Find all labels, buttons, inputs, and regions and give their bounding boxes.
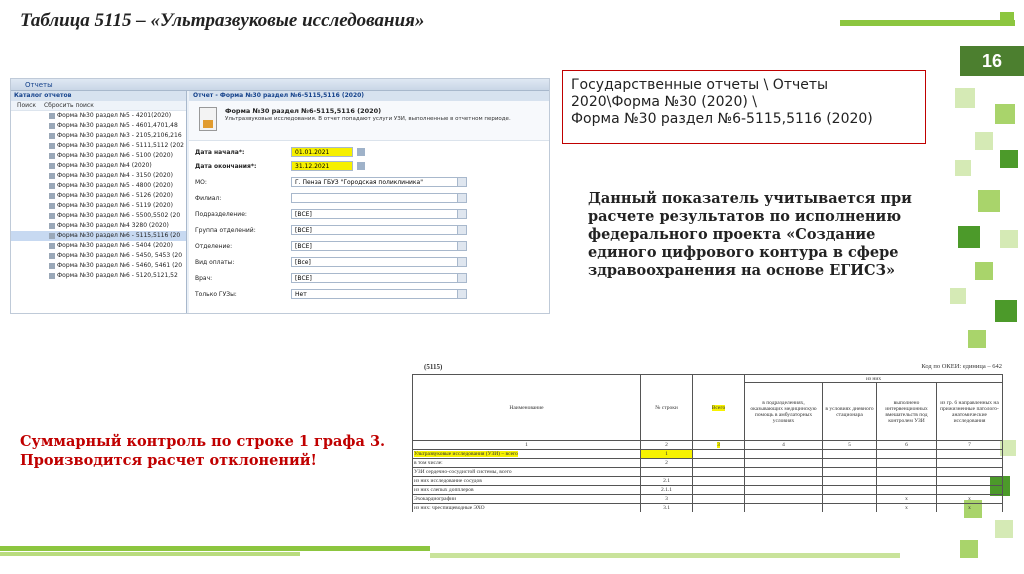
chevron-down-icon[interactable] xyxy=(457,274,466,282)
vrach-select[interactable] xyxy=(291,273,467,283)
decor-bar xyxy=(0,552,300,556)
row-name: УЗИ сердечно-сосудистой системы, всего xyxy=(413,468,641,477)
scanned-table-5115 xyxy=(412,362,1008,512)
col-num-1: 1 xyxy=(413,441,641,450)
form-info xyxy=(189,101,550,141)
control-note xyxy=(20,432,420,470)
header-row-number: № строки xyxy=(641,375,693,441)
chevron-down-icon[interactable] xyxy=(457,290,466,298)
oplata-value: [Все] xyxy=(295,259,311,266)
otd-label: Отделение: xyxy=(195,243,233,250)
catalog-title: Каталог отчетов xyxy=(11,91,186,101)
row-number: 2.1.1 xyxy=(641,486,693,495)
search-button[interactable]: Поиск xyxy=(17,102,37,109)
col-num-7: 7 xyxy=(937,441,1003,450)
x-mark: х xyxy=(877,504,937,513)
report-form-panel xyxy=(189,91,550,314)
tree-item[interactable]: Форма №30 раздел №4 - 3150 (2020) xyxy=(11,171,186,181)
calendar-icon[interactable] xyxy=(357,148,365,156)
tree-item[interactable]: Форма №30 раздел №3 - 2105,2106,216 xyxy=(11,131,186,141)
decor-bar xyxy=(0,546,430,551)
group-row xyxy=(195,225,545,236)
tree-item[interactable]: Форма №30 раздел №5 - 4201(2020) xyxy=(11,111,186,121)
mo-row xyxy=(195,177,545,188)
project-note: Данный показатель учитывается при расчете результатов по исполнению федерального проекта «Создание единого цифрового контура в сфере здравоохранения на основе ЕГИСЗ» xyxy=(588,190,912,279)
app-window-title: Отчеты xyxy=(11,79,549,91)
start-date-row xyxy=(195,147,545,158)
tree-item[interactable]: Форма №30 раздел №6 - 5500,5502 (20 xyxy=(11,211,186,221)
table-row xyxy=(413,477,1003,486)
catalog-toolbar xyxy=(11,101,186,111)
start-date-label: Дата начала*: xyxy=(195,149,245,156)
table-row xyxy=(413,441,1003,450)
row-number xyxy=(641,468,693,477)
header-total-label: Всего xyxy=(711,404,726,411)
table-row xyxy=(413,450,1003,459)
row-name-uzi: Ультразвуковые исследования (УЗИ) – всего xyxy=(414,451,518,457)
chevron-down-icon[interactable] xyxy=(457,178,466,186)
row-number: 3 xyxy=(641,495,693,504)
col-num-4: 4 xyxy=(745,441,823,450)
tree-item[interactable]: Форма №30 раздел №4 3280 (2020) xyxy=(11,221,186,231)
header-col5: в условиях дневного стационара xyxy=(823,383,877,441)
filial-row xyxy=(195,193,545,204)
start-date-input[interactable]: 01.01.2021 xyxy=(291,147,353,157)
guz-label: Только ГУЗы: xyxy=(195,291,237,298)
row-name: Эхокардиографии xyxy=(413,495,641,504)
group-select[interactable] xyxy=(291,225,467,235)
x-mark: х xyxy=(937,504,1003,513)
tree-item[interactable]: Форма №30 раздел №6 - 5111,5112 (202 xyxy=(11,141,186,151)
row-number: 3.1 xyxy=(641,504,693,513)
tree-item[interactable]: Форма №30 раздел №6 - 5404 (2020) xyxy=(11,241,186,251)
row-name xyxy=(413,450,641,459)
document-icon xyxy=(199,107,217,131)
row-name: из них слепых допплеров xyxy=(413,486,641,495)
header-name: Наименование xyxy=(413,375,641,441)
x-mark: х xyxy=(937,495,1003,504)
control-line-2: Производится расчет отклонений! xyxy=(20,452,317,469)
podr-row xyxy=(195,209,545,220)
x-mark: х xyxy=(877,495,937,504)
okei-code: Код по ОКЕИ: единица – 642 xyxy=(921,363,1002,370)
mo-value: Г. Пенза ГБУЗ "Городская поликлиника" xyxy=(295,179,423,186)
col-num-3 xyxy=(693,441,745,450)
app-screenshot xyxy=(10,78,550,314)
tree-item[interactable]: Форма №30 раздел №6 - 5120,5121,52 xyxy=(11,271,186,281)
header-col7: из гр. 6 направленных на прижизненные патолого-анатомические исследования xyxy=(937,383,1003,441)
tree-item[interactable]: Форма №30 раздел №6 - 5126 (2020) xyxy=(11,191,186,201)
otd-value: [ВСЕ] xyxy=(295,243,312,250)
vrach-value: [ВСЕ] xyxy=(295,275,312,282)
oplata-label: Вид оплаты: xyxy=(195,259,235,266)
control-line-1: Суммарный контроль по строке 1 графа 3. xyxy=(20,433,386,450)
guz-value: Нет xyxy=(295,291,307,298)
report-path-box xyxy=(562,70,926,144)
report-tree xyxy=(11,111,186,281)
header-incl: из них xyxy=(745,375,1003,383)
form-description: Ультразвуковые исследования. В отчет попадают услуги УЗИ, выполненные в отчетном периоде. xyxy=(225,116,511,122)
decor-bar xyxy=(840,20,1015,26)
table-code: (5115) xyxy=(424,363,443,371)
end-date-row xyxy=(195,161,545,172)
end-date-label: Дата окончания*: xyxy=(195,163,257,170)
vrach-row xyxy=(195,273,545,284)
guz-row xyxy=(195,289,545,300)
guz-select[interactable] xyxy=(291,289,467,299)
table-header-row xyxy=(413,375,1003,383)
table-row xyxy=(413,504,1003,513)
decor-bar xyxy=(430,553,900,558)
table-row xyxy=(413,468,1003,477)
path-line-3: Форма №30 раздел №6-5115,5116 (2020) xyxy=(571,111,873,127)
form-table xyxy=(412,374,1003,512)
tree-item[interactable]: Форма №30 раздел №6 - 5119 (2020) xyxy=(11,201,186,211)
tree-item[interactable]: Форма №30 раздел №6 - 5460, 5461 (20 xyxy=(11,261,186,271)
page-number: 16 xyxy=(960,46,1024,76)
mo-label: МО: xyxy=(195,179,207,186)
col-num-3-label: 3 xyxy=(717,442,720,448)
row-number: 2 xyxy=(641,459,693,468)
calendar-icon[interactable] xyxy=(357,162,365,170)
path-line-1: Государственные отчеты \ Отчеты xyxy=(571,77,829,93)
chevron-down-icon[interactable] xyxy=(457,210,466,218)
chevron-down-icon[interactable] xyxy=(457,226,466,234)
tree-item[interactable]: Форма №30 раздел №6 - 5450, 5453 (20 xyxy=(11,251,186,261)
chevron-down-icon[interactable] xyxy=(457,242,466,250)
tree-item[interactable]: Форма №30 раздел №6 - 5115,5116 (20 xyxy=(11,231,186,241)
col-num-6: 6 xyxy=(877,441,937,450)
form-name: Форма №30 раздел №6-5115,5116 (2020) xyxy=(225,107,382,115)
tree-item[interactable]: Форма №30 раздел №5 - 4601,4701,48 xyxy=(11,121,186,131)
header-total xyxy=(693,375,745,441)
table-row xyxy=(413,459,1003,468)
row-name: из них: чреспищеводные ЭХО xyxy=(413,504,641,513)
table-row xyxy=(413,495,1003,504)
oplata-select[interactable] xyxy=(291,257,467,267)
mo-select[interactable] xyxy=(291,177,467,187)
row-name: из них исследование сосудов xyxy=(413,477,641,486)
tree-item[interactable]: Форма №30 раздел №4 (2020) xyxy=(11,161,186,171)
podr-value: [ВСЕ] xyxy=(295,211,312,218)
oplata-row xyxy=(195,257,545,268)
filial-label: Филиал: xyxy=(195,195,222,202)
row-number: 2.1 xyxy=(641,477,693,486)
row-number: 1 xyxy=(641,450,693,459)
slide-title: Таблица 5115 – «Ультразвуковые исследования» xyxy=(20,10,425,31)
report-catalog-panel xyxy=(11,91,187,314)
chevron-down-icon[interactable] xyxy=(457,194,466,202)
tree-item[interactable]: Форма №30 раздел №5 - 4800 (2020) xyxy=(11,181,186,191)
col-num-5: 5 xyxy=(823,441,877,450)
podr-select[interactable] xyxy=(291,209,467,219)
chevron-down-icon[interactable] xyxy=(457,258,466,266)
tree-item[interactable]: Форма №30 раздел №6 - 5100 (2020) xyxy=(11,151,186,161)
header-col4: в подразделениях, оказывающих медицинскую помощь в амбулаторных условиях xyxy=(745,383,823,441)
vrach-label: Врач: xyxy=(195,275,213,282)
col-num-2: 2 xyxy=(641,441,693,450)
group-label: Группа отделений: xyxy=(195,227,256,234)
reset-search-button[interactable]: Сбросить поиск xyxy=(43,102,94,109)
otd-select[interactable] xyxy=(291,241,467,251)
row-name: в том числе: xyxy=(413,459,641,468)
header-col6: выполнено интервенционных вмешательств под контролем УЗИ xyxy=(877,383,937,441)
table-row xyxy=(413,486,1003,495)
path-line-2: 2020\Форма №30 (2020) \ xyxy=(571,94,757,110)
podr-label: Подразделение: xyxy=(195,211,247,218)
otd-row xyxy=(195,241,545,252)
end-date-input[interactable]: 31.12.2021 xyxy=(291,161,353,171)
form-header: Отчет - Форма №30 раздел №6-5115,5116 (2020) xyxy=(189,91,550,101)
filial-select[interactable] xyxy=(291,193,467,203)
group-value: [ВСЕ] xyxy=(295,227,312,234)
